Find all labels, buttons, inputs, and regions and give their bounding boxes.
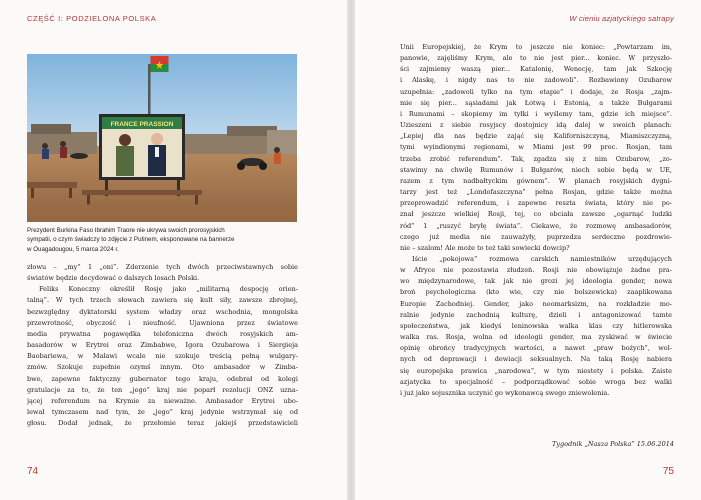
text-line: wo międzynarodowe, tak jak nie grozi jej ideologia gender, nowa: [400, 277, 672, 286]
text-line: lewał tymczasem nad tym, że „jego” kraj jedynie wstrzymał się od: [27, 408, 298, 417]
caption-line: w Ouagadougou, 5 marca 2024 r.: [27, 245, 119, 253]
text-line: Europie Zachodniej. Gender, jako neomarksizm, na rozkładzie mo-: [400, 299, 672, 308]
text-line: Uzieszeni z siebie rosyjscy dostojnicy idą dalej w swoich planach:: [400, 121, 672, 130]
text-line: uzupełnia: „zadowoli tylko na tym etapie” i dodaje, że Rosja „zajm-: [400, 87, 672, 96]
text-line: broń psychologiczna (kto wie, czy nie bolszewicka) zaaplikowana: [400, 288, 672, 297]
text-line: panowie, zajęliśmy Krym, ale to nie jest pier... koniec. W przyszło-: [400, 54, 672, 63]
text-line: Baobariewa, w Malawi wcale nie szokuje treścią pełną wulgary-: [27, 352, 298, 361]
text-line: bwe, zapewne faktyczny gubernator tego kraju, odebrał od kolegi: [27, 374, 298, 383]
text-line: i Rumunami – skopiemy im tyłki i wyślemy tam, gdzie ich miejsce”.: [400, 109, 672, 118]
text-line: bezwzględny dyktatorski system władzy oraz wschodnia, mongolska: [27, 307, 298, 316]
text-line: społeczeństwa, jak kiedyś leninowska walka klas czy hitlerowska: [400, 321, 672, 330]
book-gutter: [347, 0, 355, 500]
text-line: walka ras. Rosja, wolna od ideologii gender, ma zyskiwać w świecie: [400, 333, 672, 342]
text-line: ści zajmiemy waszą pier... Katalonię, Wenecję, tam jak Szkocję: [400, 65, 672, 74]
page-number-left: 74: [27, 466, 39, 477]
photo-caption: [27, 226, 301, 254]
text-line: głosu. Dodał jednak, że przełomie teraz jakiejś przedstawicieli: [27, 419, 298, 428]
text-line: talną”. W tych trzech słowach zawiera się kult siły, zawsze zbrojnej,: [27, 296, 298, 305]
text-line: opinię obrońcy tradycyjnych wartości, a nawet „praw bożych”, wol-: [400, 344, 672, 353]
text-line: zmów. Szokuje zupełnie ozymś innym. Oto ambasador w Zimba-: [27, 363, 298, 372]
text-line: Feliks Koneczny określił Rosję jako „militarną despocję orien-: [39, 285, 298, 294]
text-line: gratulacje za to, że ten „jego” kraj nie poparł rezolucji ONZ uzna-: [27, 385, 298, 394]
caption-line: Prezydent Burkina Faso Ibrahim Traore nie ukrywa swoich prorosyjskich: [27, 227, 225, 234]
text-line: się europejska prawica „narodowa”, w tym niestety i polska. Zaiste: [400, 366, 672, 375]
text-line: nie – szalom! Ale może to też taki sowiecki dowcip?: [400, 243, 570, 252]
banner-text: FRANCE PRASSION: [110, 121, 174, 128]
text-line: azjatycka to specjalność – podporządkować sobie wroga bez walki: [400, 377, 672, 386]
text-line: mie się pier... sąsiadami jak Łotwą i Estonią, a także Bułgarami: [400, 98, 672, 107]
text-line: tymi wyindionymi regionami, w Miami jest 99 proc. Rosjan, tam: [400, 143, 672, 152]
text-line: media prywatna pogawędka telefoniczna dwóch rosyjskich am-: [27, 329, 298, 338]
caption-line: sympatii, o czym świadczy to zdjęcie z Putinem, eksponowane na bannerze: [27, 236, 235, 244]
text-line: basadorów w Erytrei oraz Zimbabwe, Igora Ozubarowa i Siergieja: [27, 341, 298, 350]
text-line: tarzy jest też „Londofaszczyna” pełna Rosjan, gdzie także można: [400, 188, 672, 197]
text-line: nych od deprawacji i dewiacji seksualnych. Na taką Rosję nabiera: [400, 355, 672, 364]
text-line: czego już media nie zauważyły, puprzedza serdeczne pozdrowie-: [400, 232, 672, 241]
text-line: złowu – „my” 1 „oni”. Zderzenie tych dwóch przeciwstawnych sobie: [27, 263, 298, 271]
text-line: jącej referendum na Krymie za nieważne. Ambasador Erytrei ubo-: [27, 396, 298, 405]
text-line: „Lepiej dla nas będzie zająć się Kaliforniszczyną, Miamiszczyzną,: [400, 132, 672, 141]
body-text-right: [400, 42, 672, 399]
text-line: znał jeszcze wielkiej Rosji, tej, co obciała zawsze „ogarnąć ludzki: [400, 210, 672, 219]
left-page: [0, 0, 347, 500]
source-signature: Tygodnik „Nasza Polska” 15.06.2014: [551, 440, 674, 448]
text-line: Unii Europejskiej, że Krym to jeszcze nie koniec: „Powtarzam im,: [400, 43, 672, 51]
text-line: i Alaskę, i nigdy nas to nie zadowoli”. Rozbawiony Ozubarow: [400, 76, 672, 85]
text-line: Iście „pokojowa” rozmowa carskich namiestników urzędujących: [412, 254, 672, 263]
text-line: w Afryce nie pozostawia złudzeń. Rosji nie obowiązuje żadne pra-: [400, 266, 672, 275]
text-line: stawimy na chwilę Rumunów i Bułgarów, niech sobie będą w UE,: [400, 165, 672, 174]
banner-photo: [27, 54, 297, 222]
running-head-right: W cieniu azjatyckiego satrapy: [569, 14, 674, 23]
text-line: razem z tym nadbałtyckim gównem”. W planach rosyjskich dygni-: [400, 176, 672, 185]
body-text-left: [27, 262, 298, 429]
running-head-left: CZĘŚĆ I: PODZIELONA POLSKA: [27, 14, 157, 23]
text-line: przeprowadzić referendum, i zapewne reszta świata, który nie po-: [400, 199, 672, 208]
text-line: ród” 1 „ruszyć bryłę świata”. Ciekawe, że rozmowę ambasadorów,: [400, 221, 672, 230]
text-line: trzeba zrobić referendum”. Tak, zgadza się z nim Ozubarow, „zo-: [400, 154, 672, 163]
text-line: przewrotność, obyczość i nieufność. Ujawniona przez światowe: [27, 318, 298, 327]
text-line: światów będzie decydować o dalszych losach Polski.: [27, 274, 200, 283]
page-number-right: 75: [662, 466, 674, 477]
text-line: i już jako sojusznika uczynić go wykonawcą swego zniewolenia.: [400, 388, 610, 397]
text-line: ralnie jedynie zachodnią kulturę, dzieli i antagonizować tamte: [400, 310, 672, 319]
